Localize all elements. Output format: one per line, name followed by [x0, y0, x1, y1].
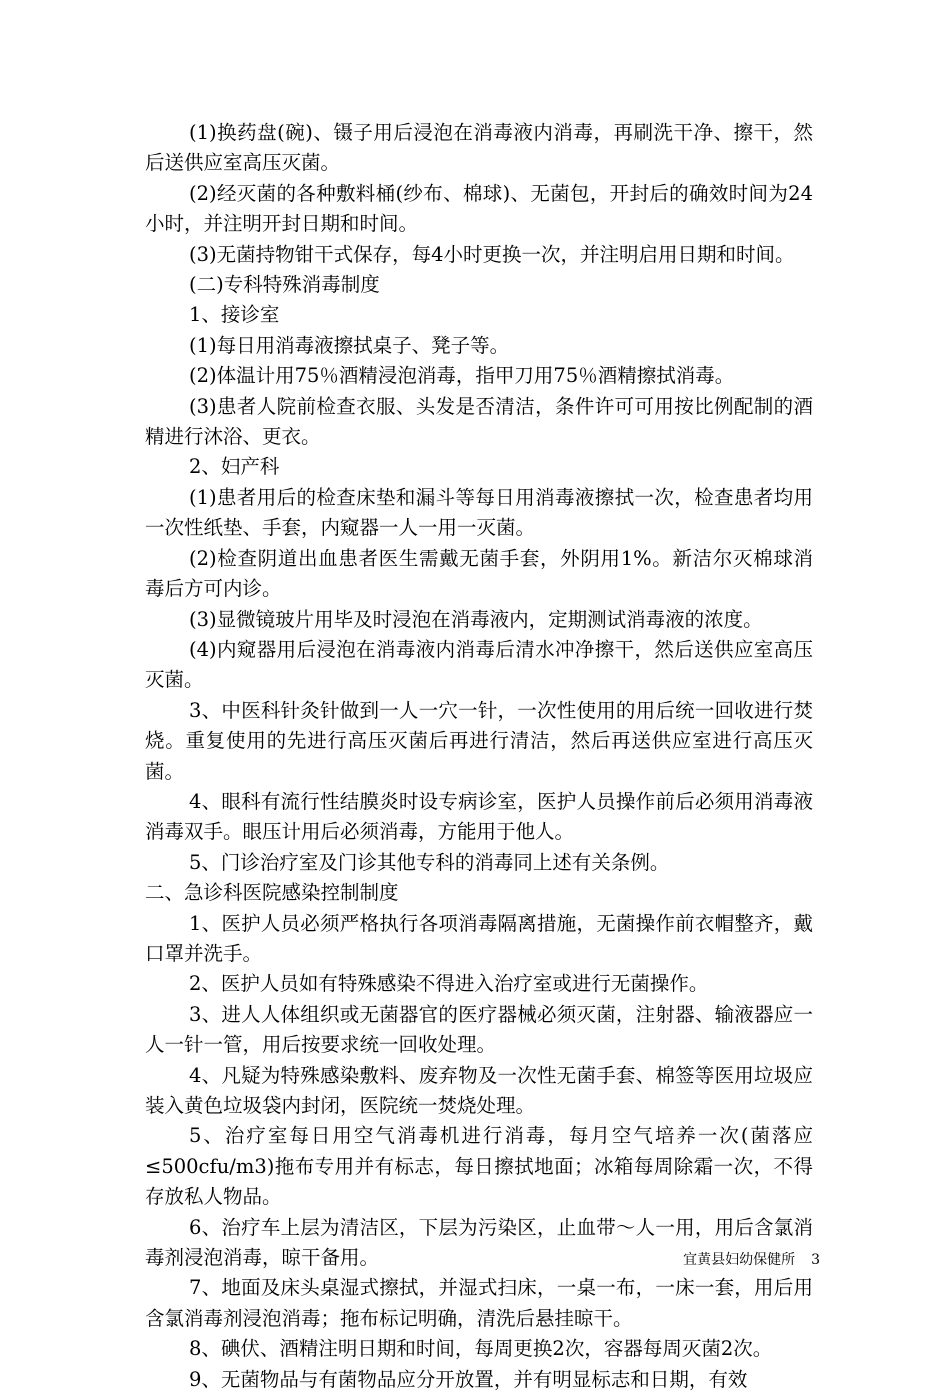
paragraph: (3)显微镜玻片用毕及时浸泡在消毒液内，定期测试消毒液的浓度。 [189, 607, 763, 631]
paragraph: (4)内窥器用后浸泡在消毒液内消毒后清水冲净擦干，然后送供应室高压灭菌。 [145, 637, 813, 692]
footer-page-number: 3 [811, 1252, 820, 1268]
paragraph: (2)经灭菌的各种敷料桶(纱布、棉球)、无菌包，开封后的确效时间为24小时，并注明开封日期和时间。 [145, 181, 813, 236]
paragraph: 二、急诊科医院感染控制制度 [145, 881, 399, 905]
paragraph: 8、碘伏、酒精注明日期和时间，每周更换2次，容器每周灭菌2次。 [189, 1337, 773, 1361]
paragraph: 3、进人人体组织或无菌器官的医疗器械必须灭菌，注射器、输液器应一人一针一管，用后按要求统一回收处理。 [145, 1002, 813, 1057]
paragraph: (2)体温计用75％酒精浸泡消毒，指甲刀用75％酒精擦拭消毒。 [189, 364, 735, 388]
paragraph: (3)患者人院前检查衣服、头发是否清洁，条件许可可用按比例配制的酒精进行沐浴、更衣。 [145, 394, 813, 449]
paragraph: (1)每日用消毒液擦拭桌子、凳子等。 [189, 333, 510, 357]
document-body [145, 118, 813, 1395]
paragraph: 9、无菌物品与有菌物品应分开放置，并有明显标志和日期，有效 [189, 1367, 748, 1391]
paragraph: (3)无菌持物钳干式保存，每4小时更换一次，并注明启用日期和时间。 [189, 242, 795, 266]
paragraph: (1)换药盘(碗)、镊子用后浸泡在消毒液内消毒，再刷洗干净、擦干，然后送供应室高压灭菌。 [145, 121, 813, 175]
paragraph: 4、眼科有流行性结膜炎时设专病诊室，医护人员操作前后必须用消毒液消毒双手。眼压计用后必须消毒，方能用于他人。 [145, 789, 813, 844]
paragraph: (2)检查阴道出血患者医生需戴无菌手套，外阴用1%。新洁尔灭棉球消毒后方可内诊。 [145, 546, 813, 601]
paragraph: (1)患者用后的检查床垫和漏斗等每日用消毒液擦拭一次，检查患者均用一次性纸垫、手套，内窥器一人一用一灭菌。 [145, 485, 813, 540]
paragraph: 1、接诊室 [189, 303, 280, 327]
paragraph: 1、医护人员必须严格执行各项消毒隔离措施，无菌操作前衣帽整齐，戴口罩并洗手。 [145, 911, 813, 965]
paragraph: 7、地面及床头桌湿式擦拭，并湿式扫床，一桌一布，一床一套，用后用含氯消毒剂浸泡消毒；拖布标记明确，清洗后悬挂晾干。 [145, 1276, 813, 1330]
page-footer [620, 1249, 820, 1269]
paragraph: 2、医护人员如有特殊感染不得进入治疗室或进行无菌操作。 [189, 972, 709, 996]
paragraph: (二)专科特殊消毒制度 [189, 273, 380, 297]
paragraph: 4、凡疑为特殊感染敷料、废弃物及一次性无菌手套、棉签等医用垃圾应装入黄色垃圾袋内封闭，医院统一焚烧处理。 [145, 1063, 813, 1117]
paragraph: 5、治疗室每日用空气消毒机进行消毒，每月空气培养一次(菌落应≤500cfu/m3)拖布专用并有标志，每日擦拭地面；冰箱每周除霜一次，不得存放私人物品。 [145, 1124, 813, 1209]
paragraph: 5、门诊治疗室及门诊其他专科的消毒同上述有关条例。 [189, 850, 670, 874]
paragraph: 2、妇产科 [189, 455, 280, 479]
paragraph: 3、中医科针灸针做到一人一穴一针，一次性使用的用后统一回收进行焚烧。重复使用的先进行高压灭菌后再进行清洁，然后再送供应室进行高压灭菌。 [145, 698, 813, 783]
paragraph: 6、治疗车上层为清洁区，下层为污染区，止血带～人一用，用后含氯消毒剂浸泡消毒，晾干备用。 [145, 1215, 813, 1270]
footer-organization: 宜黄县妇幼保健所 [683, 1252, 796, 1268]
